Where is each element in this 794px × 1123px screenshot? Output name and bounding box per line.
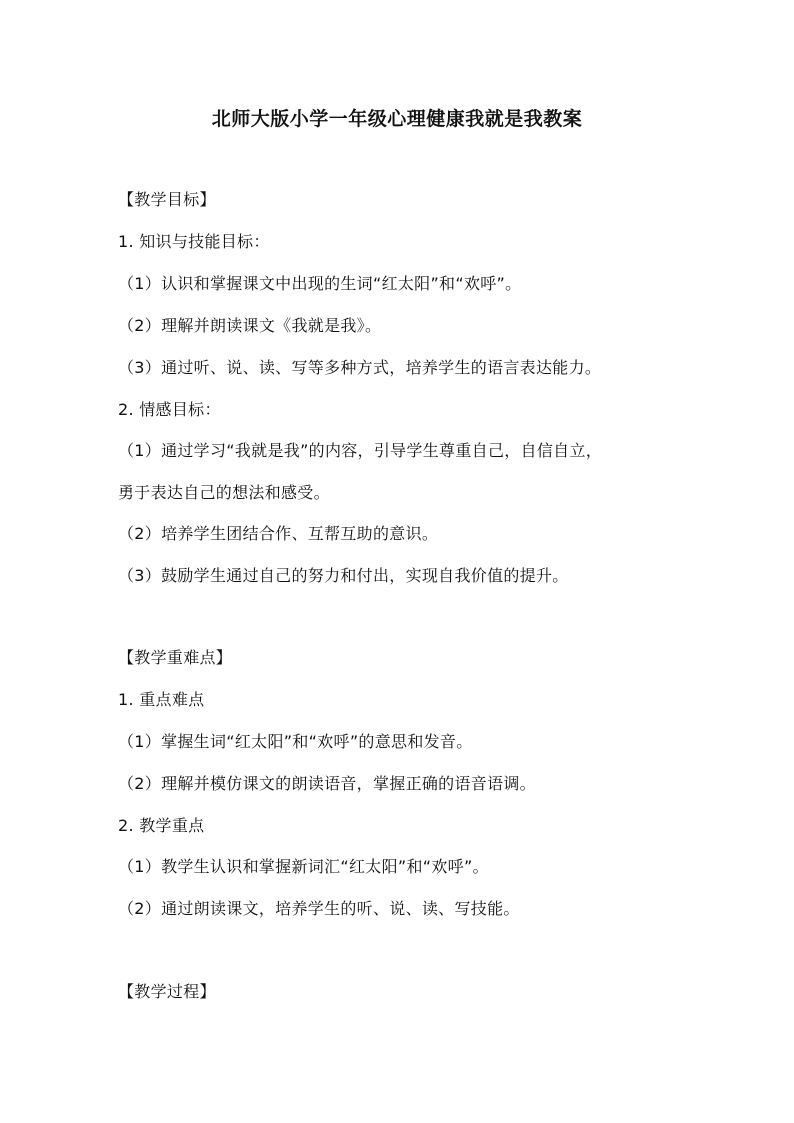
list-item: （2）理解并朗读课文《我就是我》。: [118, 316, 382, 335]
list-item: （2）通过朗读课文，培养学生的听、说、读、写技能。: [118, 899, 520, 918]
list-item: （1）教学生认识和掌握新词汇“红太阳”和“欢呼”。: [118, 857, 489, 876]
list-item: （2）理解并模仿课文的朗读语音，掌握正确的语音语调。: [118, 774, 536, 793]
list-item: （2）培养学生团结合作、互帮互助的意识。: [118, 524, 439, 543]
list-item: 1. 重点难点: [118, 690, 205, 709]
list-item: （3）通过听、说、读、写等多种方式，培养学生的语言表达能力。: [118, 358, 602, 377]
list-item: （1）认识和掌握课文中出现的生词“红太阳”和“欢呼”。: [118, 274, 522, 293]
list-item: 勇于表达自己的想法和感受。: [118, 483, 330, 502]
section-heading-process: 【教学过程】: [118, 982, 216, 1001]
section-heading-key-points: 【教学重难点】: [118, 648, 233, 667]
list-item: （1）掌握生词“红太阳”和“欢呼”的意思和发音。: [118, 732, 473, 751]
list-item: （1）通过学习“我就是我”的内容，引导学生尊重自己，自信自立，: [118, 441, 603, 460]
list-item: 2. 教学重点: [118, 816, 205, 835]
list-item: （3）鼓励学生通过自己的努力和付出，实现自我价值的提升。: [118, 566, 569, 585]
document-title: 北师大版小学一年级心理健康我就是我教案: [211, 108, 583, 130]
list-item: 2. 情感目标：: [118, 400, 221, 419]
section-heading-objectives: 【教学目标】: [118, 190, 216, 209]
list-item: 1. 知识与技能目标：: [118, 232, 270, 251]
